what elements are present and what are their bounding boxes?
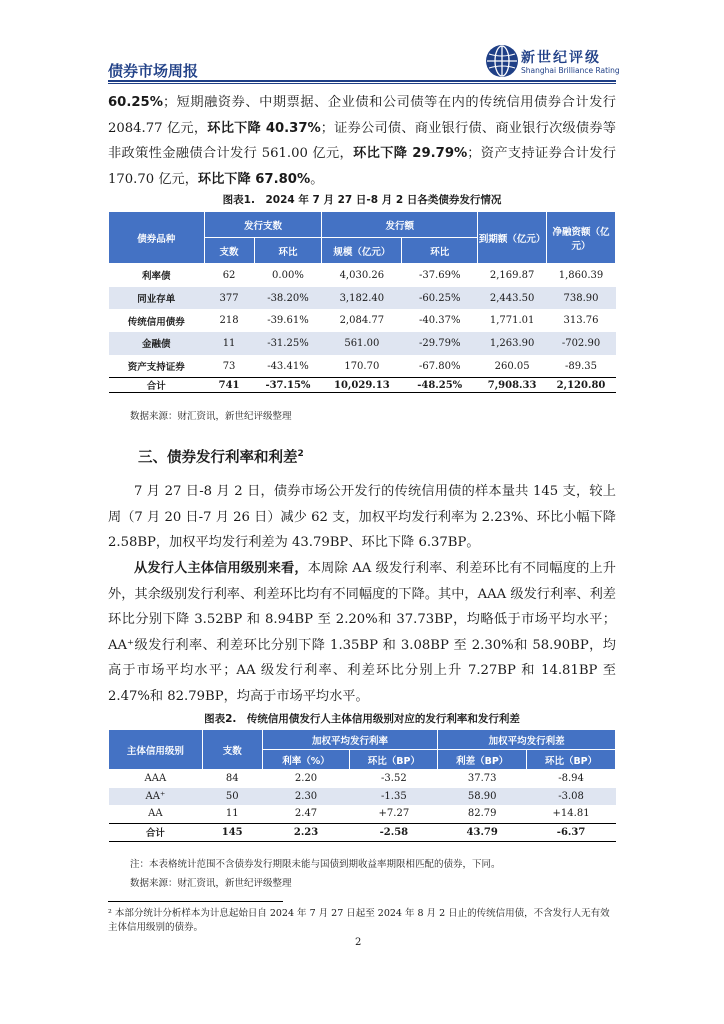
table-cell: -3.52 (381, 773, 407, 785)
table-cell: +14.81 (552, 808, 590, 820)
table-cell: 84 (225, 773, 239, 785)
table-cell: 2.30 (262, 788, 350, 806)
header-count: 支数 (202, 730, 262, 770)
table-cell: 2.47 (294, 808, 318, 820)
table-cell: 2,084.77 (339, 315, 385, 327)
para-sample: 7 月 27 日-8 月 2 日，债券市场公开发行的传统信用债的样本量共 145 支，较上周（7 月 20 日-7 月 26 日）减少 62 支，加权平均发行利率为 2.23%、环比小幅下降 2.58BP，加权平均发行利差为 43.79BP、环比下降 6.37BP。 (108, 484, 616, 550)
table-cell: -67.80% (418, 360, 461, 372)
table-total-row (109, 378, 616, 393)
table-cell: 145 (202, 823, 262, 842)
table-cell: +7.27 (378, 808, 410, 820)
row-label: 金融债 (109, 332, 205, 355)
table-cell: -37.69% (418, 269, 461, 281)
table2-source: 数据来源：财汇资讯，新世纪评级整理 (130, 878, 292, 889)
table-cell: 1,771.01 (489, 315, 535, 327)
table-cell: -43.41% (267, 360, 309, 372)
table-row (109, 332, 616, 355)
intro-highlight: 环比下降 29.79% (353, 146, 468, 161)
table-cell: 4,030.26 (339, 269, 385, 281)
header-spread: 利差（BP） (438, 750, 527, 770)
header-amount-group: 发行额 (322, 212, 478, 238)
table2-caption: 图表2. 传统信用债发行人主体信用级别对应的发行利率和发行利差 (204, 713, 520, 725)
intro-highlight: 环比下降 67.80% (197, 171, 311, 187)
table-cell: 7,908.33 (478, 378, 547, 393)
header-amount: 规模（亿元） (322, 238, 402, 264)
table-cell: 260.05 (494, 360, 530, 372)
section-heading (138, 446, 304, 467)
table-cell: 218 (219, 315, 239, 327)
table-cell: 3,182.40 (322, 287, 402, 310)
brand-logo-icon (485, 44, 519, 78)
brand-name: 新世纪评级 (521, 50, 601, 66)
table-cell: 43.79 (438, 823, 527, 842)
table-cell: 58.90 (438, 788, 527, 806)
table-row (109, 287, 616, 310)
table-cell: 2.20 (294, 773, 318, 785)
para-rating-body: 本周除 AA 级发行利率、利差环比有不同幅度的上升外，其余级别发行利率、利差环比均有不同幅度的下降。其中，AAA 级发行利率、利差环比分别下降 3.52BP 和 8.94BP 至 2.20%和 37.73BP，均略低于市场平均水平；AA⁺级发行利率、利差环比分别下降 1.35BP 和 3.08BP 至 2.30%和 58.90BP，均高于市场平均水平；AA 级发行利率、利差环比分别上升 7.27BP 和 14.81BP 至 2.47%和 82.79BP，均高于市场平均水平。 (108, 561, 616, 704)
header-rate-mom: 环比（BP） (350, 750, 438, 770)
page-number: 2 (355, 937, 362, 948)
table-cell: 11 (204, 332, 254, 355)
table-cell: 738.90 (547, 287, 616, 310)
report-title: 债券市场周报 (108, 62, 199, 80)
table-cell: -29.79% (402, 332, 478, 355)
table-cell: 0.00% (272, 269, 304, 281)
intro-highlight: 环比下降 40.37% (207, 120, 321, 136)
footnote-rule (108, 901, 283, 902)
row-label: AA⁺ (109, 788, 203, 806)
table-cell: -40.37% (418, 315, 461, 327)
table-cell: 377 (204, 287, 254, 310)
header-maturity: 到期额（亿元） (478, 212, 547, 264)
para-rating-lead: 从发行人主体信用级别来看， (134, 561, 308, 576)
table-cell: 73 (222, 360, 236, 372)
header-rule-thin (108, 83, 616, 84)
table-cell: -39.61% (267, 315, 309, 327)
header-rate-group: 加权平均发行利率 (262, 730, 438, 750)
table-cell: 170.70 (344, 360, 380, 372)
table-cell: 741 (204, 378, 254, 393)
table-cell: 1,860.39 (558, 269, 604, 281)
table-row (109, 355, 616, 378)
table-cell: 2.23 (262, 823, 350, 842)
header-spread-group: 加权平均发行利差 (438, 730, 616, 750)
footnote: ² 本部分统计分析样本为计息起始日自 2024 年 7 月 27 日起至 2024 年 8 月 2 日止的传统信用债，不含发行人无有效主体信用级别的债券。 (108, 908, 610, 933)
footnote-ref: 2 (297, 449, 304, 460)
table-total-row (109, 823, 616, 842)
table-cell: 82.79 (467, 808, 497, 820)
table-cell: -6.37 (527, 823, 616, 842)
table-cell: -702.90 (547, 332, 616, 355)
header-amount-mom: 环比 (402, 238, 478, 264)
table-cell: -8.94 (558, 773, 584, 785)
intro-paragraph (108, 90, 616, 192)
table-row (109, 788, 616, 806)
header-variety: 债券品种 (109, 212, 205, 264)
table-cell: -89.35 (565, 360, 598, 372)
bond-issuance-table (108, 211, 616, 393)
header-rate: 利率（%） (262, 750, 350, 770)
header-count: 支数 (204, 238, 254, 264)
table-cell: 2,443.50 (478, 287, 547, 310)
row-label: 同业存单 (109, 287, 205, 310)
header-count-mom: 环比 (254, 238, 322, 264)
table-cell: 2,169.87 (489, 269, 535, 281)
table-cell: -31.25% (254, 332, 322, 355)
table-cell: -38.20% (254, 287, 322, 310)
intro-highlight: 60.25% (108, 95, 163, 110)
section-title-text: 三、债券发行利率和利差 (138, 450, 298, 466)
header-count-group: 发行支数 (204, 212, 322, 238)
table-cell: 561.00 (322, 332, 402, 355)
header-rule (108, 80, 616, 82)
table-cell: 10,029.13 (322, 378, 402, 393)
header-rating: 主体信用级别 (109, 730, 203, 770)
intro-text: ；短期融资券、中期票据、企业债和公司债等在内的传统信用债券合计发行 2084.77 亿元， (108, 95, 616, 136)
table2-note: 注：本表格统计范围不含债券发行期限未能与国债到期收益率期限相匹配的债券，下同。 (130, 859, 501, 870)
brand-english-name: Shanghai Brilliance Rating (521, 66, 620, 75)
table-cell: 1,263.90 (478, 332, 547, 355)
table1-source: 数据来源：财汇资讯，新世纪评级整理 (130, 411, 292, 422)
row-label: 合计 (109, 378, 205, 393)
table-row (109, 770, 616, 788)
table-cell: -48.25% (402, 378, 478, 393)
rating-spread-table (108, 729, 616, 842)
table-cell: -3.08 (527, 788, 616, 806)
table-cell: 50 (202, 788, 262, 806)
para-rating (108, 556, 616, 709)
header-spread-mom: 环比（BP） (527, 750, 616, 770)
table-cell: -1.35 (350, 788, 438, 806)
table-cell: 313.76 (563, 315, 599, 327)
table-row (109, 805, 616, 823)
table-cell: 11 (225, 808, 239, 820)
table-cell: 62 (222, 269, 236, 281)
table-cell: 2,120.80 (547, 378, 616, 393)
table-row (109, 309, 616, 332)
header-net: 净融资额（亿元） (547, 212, 616, 264)
table-cell: -2.58 (350, 823, 438, 842)
table1-caption: 图表1. 2024 年 7 月 27 日-8 月 2 日各类债券发行情况 (222, 194, 502, 206)
row-label: AAA (144, 773, 167, 785)
intro-text: 。 (310, 171, 324, 187)
intro-text: ；证券公司债、商业银行债、商业银行次级债券等非政策性金融债合计发行 561.00 亿元， (108, 120, 616, 161)
row-label: AA (148, 808, 163, 820)
table-cell: -37.15% (254, 378, 322, 393)
row-label: 资产支持证券 (127, 362, 185, 374)
row-label: 合计 (109, 823, 203, 842)
row-label: 传统信用债券 (127, 316, 185, 328)
table-row (109, 264, 616, 287)
row-label: 利率债 (142, 271, 171, 283)
table-cell: -60.25% (402, 287, 478, 310)
intro-text: ；资产支持证券合计发行 170.70 亿元， (108, 146, 616, 187)
table-cell: 37.73 (467, 773, 497, 785)
